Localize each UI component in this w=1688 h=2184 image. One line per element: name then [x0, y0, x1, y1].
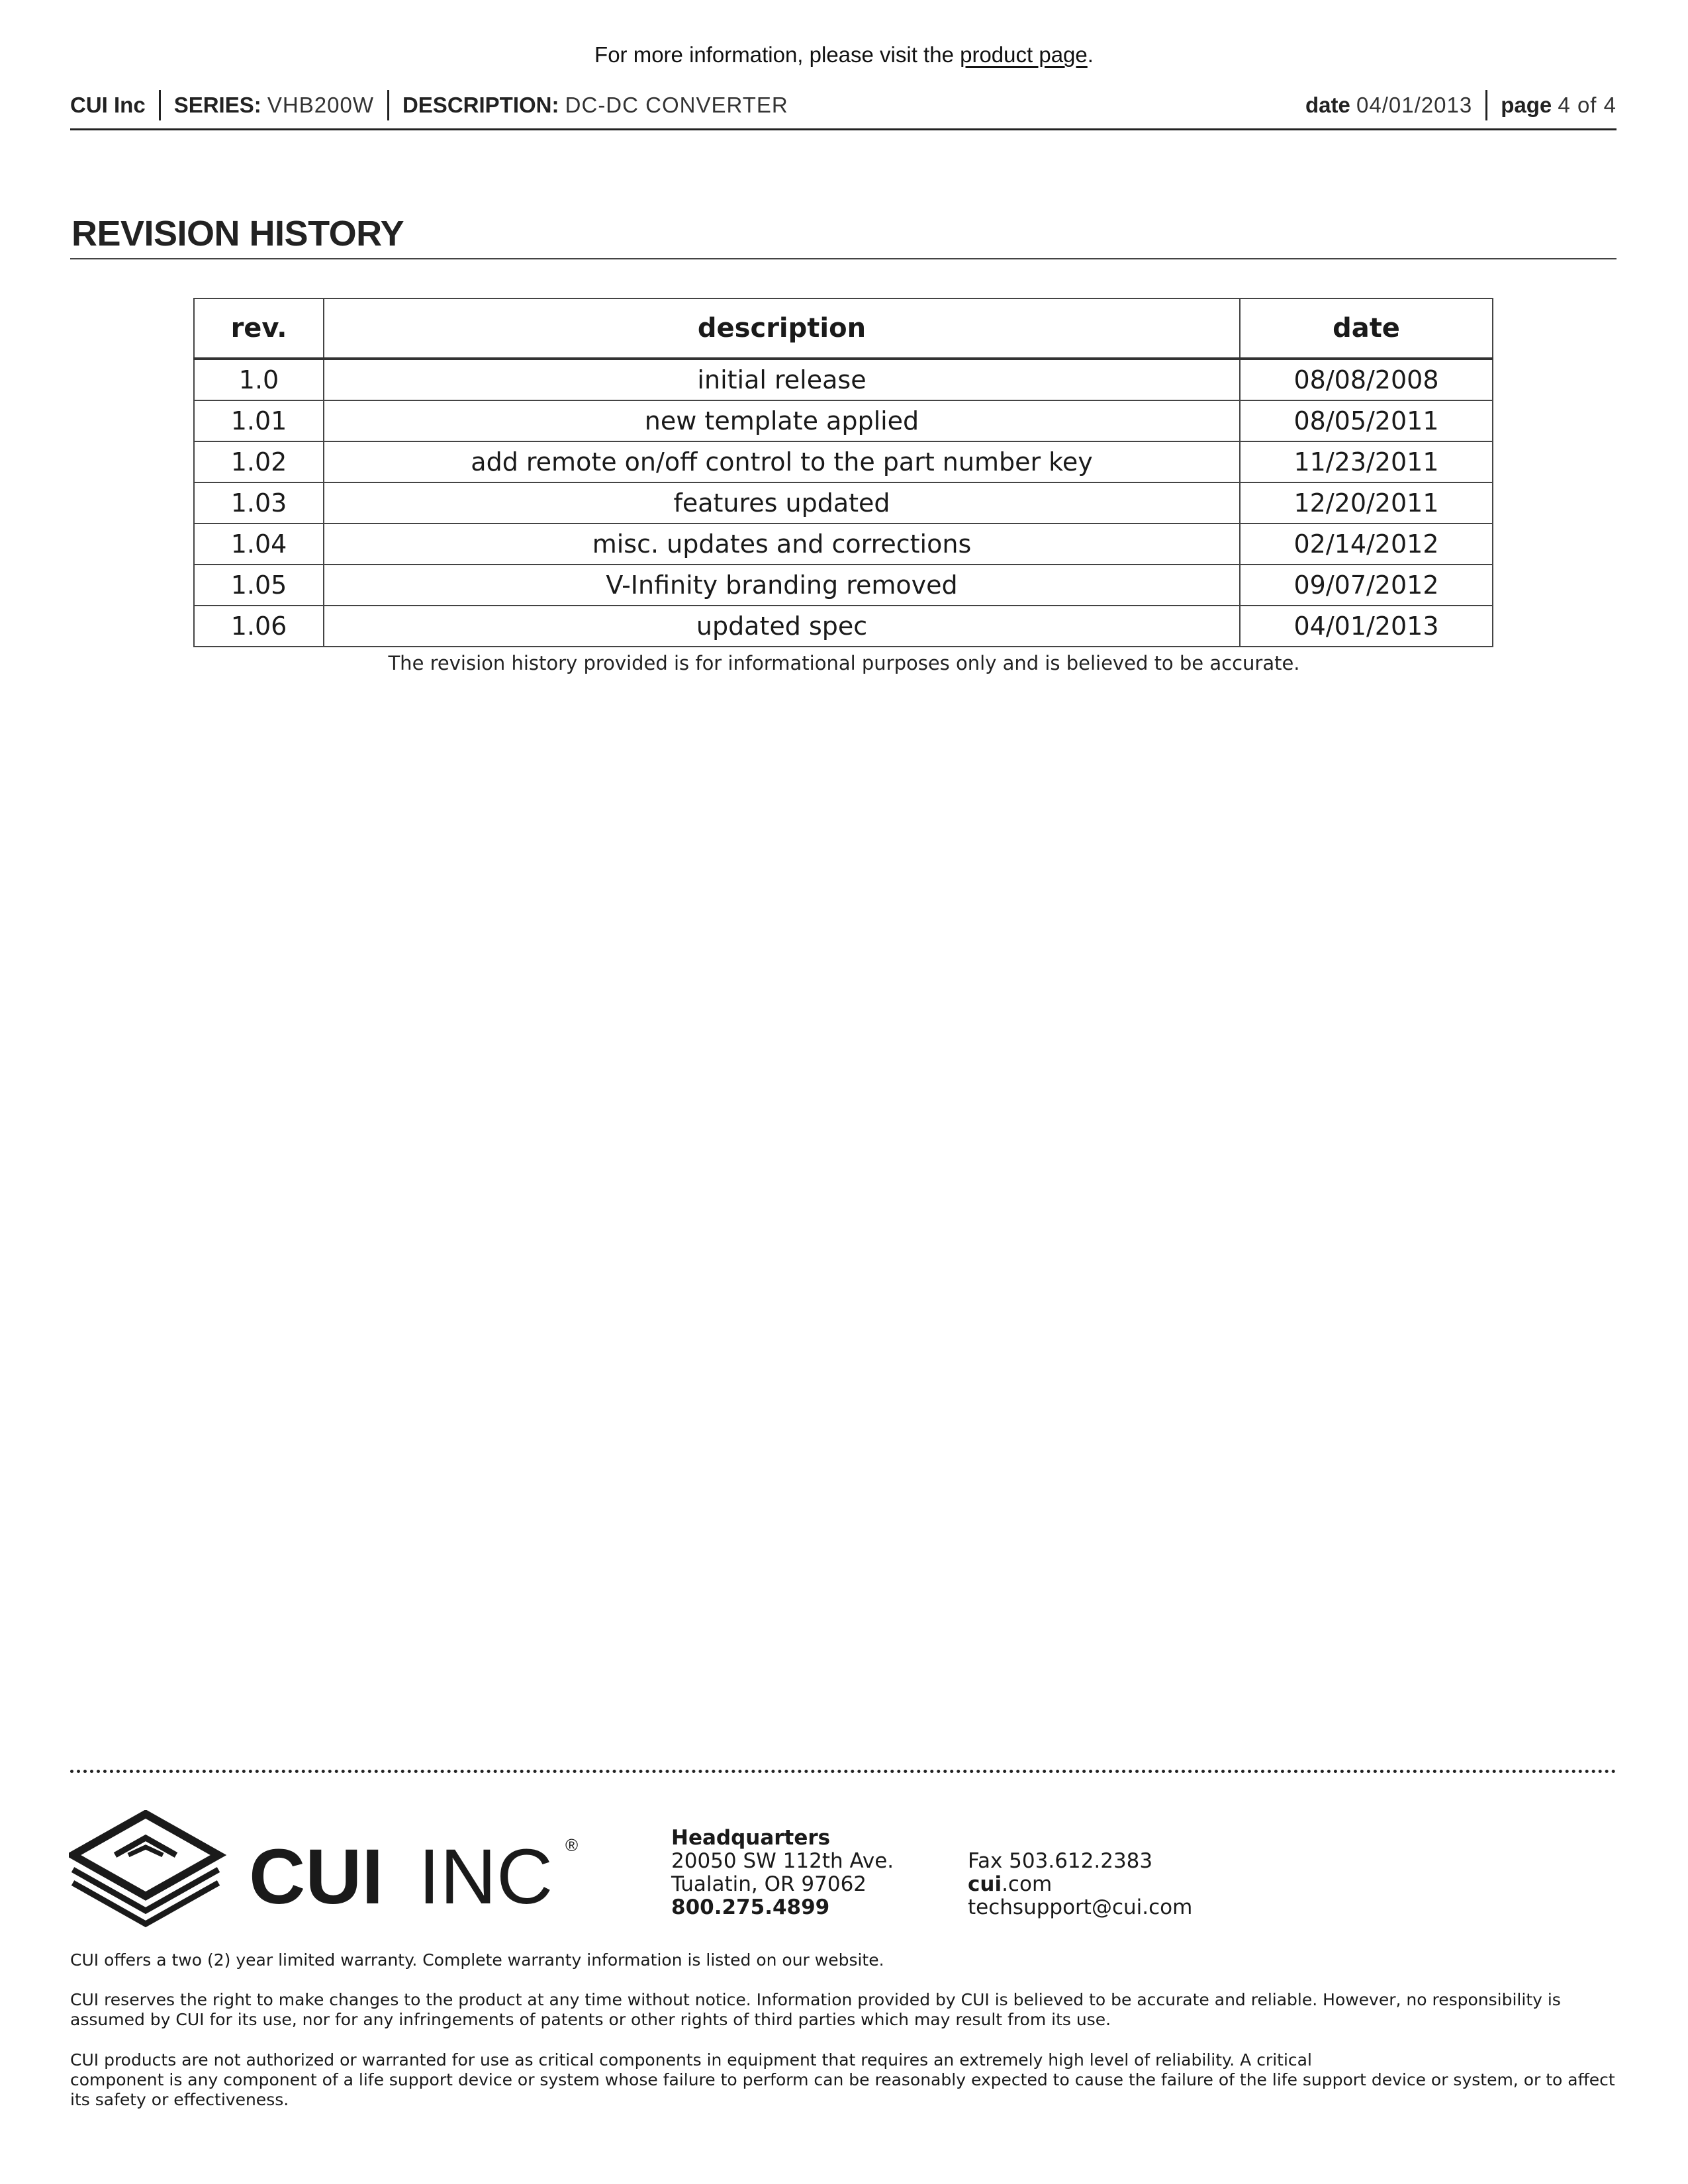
section-title-rule [70, 258, 1617, 259]
warranty-paragraph: CUI offers a two (2) year limited warranty. Complete warranty information is listed on our website. [70, 1950, 884, 1970]
cui-inc-logo [69, 1810, 585, 1929]
date-cell: 08/05/2011 [1240, 400, 1493, 441]
table-row [194, 400, 1493, 441]
column-header-date: date [1240, 298, 1493, 359]
header-divider [159, 90, 161, 120]
top-info-line [0, 42, 1688, 68]
critical-components-text [70, 2050, 1617, 2110]
date-cell: 12/20/2011 [1240, 482, 1493, 523]
warranty-text [70, 1950, 1617, 1970]
description-cell: V-Infinity branding removed [324, 565, 1240, 606]
description-cell: features updated [324, 482, 1240, 523]
top-info-prefix: For more information, please visit the [594, 42, 961, 67]
website-link[interactable] [968, 1873, 1192, 1896]
table-row [194, 359, 1493, 400]
rev-cell: 1.03 [194, 482, 324, 523]
reserves-paragraph: CUI reserves the right to make changes to the product at any time without notice. Information provided by CUI is believed to be accurate and reliable. However, no responsibility is assumed by CUI for its use, nor for any infringements of patents or other rights of third parties which may result from its use. [70, 1990, 1561, 2029]
header-page-value: 4 of 4 [1558, 93, 1617, 117]
header-company: CUI Inc [70, 93, 146, 117]
fax-number: Fax 503.612.2383 [968, 1849, 1153, 1873]
rev-cell: 1.04 [194, 523, 324, 565]
support-email[interactable]: techsupport@cui.com [968, 1895, 1193, 1919]
logo-text-cui: CUI [249, 1833, 384, 1921]
hq-phone: 800.275.4899 [671, 1895, 830, 1919]
description-cell: misc. updates and corrections [324, 523, 1240, 565]
footer-dotted-divider [70, 1770, 1617, 1773]
date-cell: 11/23/2011 [1240, 441, 1493, 482]
registered-mark: ® [565, 1835, 579, 1855]
table-header-row [194, 298, 1493, 359]
table-row [194, 523, 1493, 565]
table-row [194, 606, 1493, 647]
contact-block [968, 1850, 1192, 1919]
website-rest: .com [1002, 1872, 1053, 1896]
product-page-link[interactable]: product page [960, 42, 1088, 67]
description-cell: add remote on/off control to the part number key [324, 441, 1240, 482]
description-cell: new template applied [324, 400, 1240, 441]
date-cell: 08/08/2008 [1240, 359, 1493, 400]
header-series-value: VHB200W [267, 93, 374, 117]
description-cell: updated spec [324, 606, 1240, 647]
rev-cell: 1.0 [194, 359, 324, 400]
header-page-label: page [1501, 93, 1552, 117]
logo-text-inc: INC [418, 1833, 553, 1921]
column-header-description: description [324, 298, 1240, 359]
revision-history-table [193, 298, 1493, 647]
rev-cell: 1.05 [194, 565, 324, 606]
hq-address-line-2: Tualatin, OR 97062 [671, 1872, 867, 1896]
header-rule [70, 128, 1617, 130]
header-date-value: 04/01/2013 [1356, 93, 1473, 117]
date-cell: 02/14/2012 [1240, 523, 1493, 565]
rev-cell: 1.01 [194, 400, 324, 441]
description-cell: initial release [324, 359, 1240, 400]
hq-address-line-1: 20050 SW 112th Ave. [671, 1849, 894, 1873]
table-row [194, 482, 1493, 523]
header-series-label: SERIES: [173, 93, 261, 117]
cui-logo-icon [73, 1814, 218, 1924]
reserves-text [70, 1990, 1617, 2030]
page-header [70, 89, 1617, 122]
header-date-label: date [1305, 93, 1350, 117]
critical-paragraph-line-1: CUI products are not authorized or warranted for use as critical components in equipment that requires an extremely high level of reliability. A critical [70, 2050, 1312, 2070]
headquarters-block [671, 1827, 894, 1919]
date-cell: 04/01/2013 [1240, 606, 1493, 647]
website-bold: cui [968, 1872, 1002, 1896]
section-title: REVISION HISTORY [71, 214, 404, 253]
table-row [194, 441, 1493, 482]
rev-cell: 1.06 [194, 606, 324, 647]
date-cell: 09/07/2012 [1240, 565, 1493, 606]
hq-title: Headquarters [671, 1826, 831, 1850]
top-info-suffix: . [1087, 42, 1094, 67]
critical-paragraph-line-2: component is any component of a life support device or system whose failure to perform can be reasonably expected to cause the failure of the life support device or system, or to affect its safety or effectiveness. [70, 2070, 1615, 2109]
header-description-value: DC-DC CONVERTER [565, 93, 788, 117]
header-divider [1485, 90, 1487, 120]
table-note: The revision history provided is for informational purposes only and is believed to be accurate. [388, 652, 1300, 674]
column-header-rev: rev. [194, 298, 324, 359]
rev-cell: 1.02 [194, 441, 324, 482]
table-row [194, 565, 1493, 606]
header-description-label: DESCRIPTION: [402, 93, 559, 117]
header-divider [387, 90, 389, 120]
